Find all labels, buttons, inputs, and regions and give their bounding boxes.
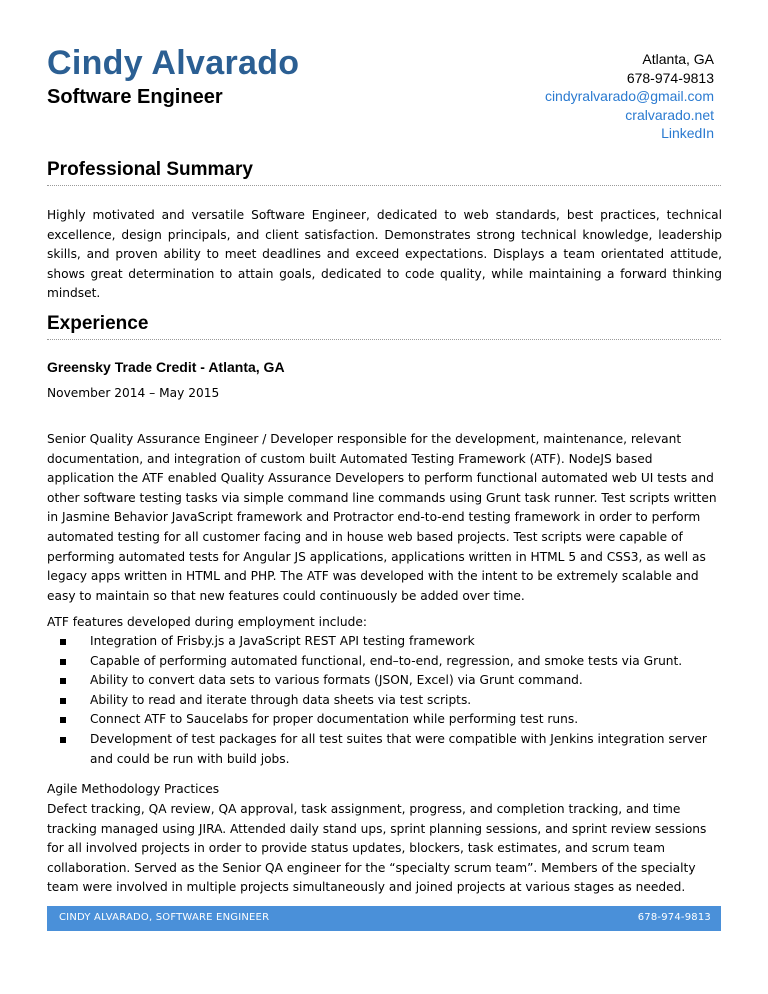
agile-text: Defect tracking, QA review, QA approval, task assignment, progress, and completion tracking, and time tracking managed using JIRA. Attended daily stand ups, sprint planning sessions, and sprint review sessions for all involved projects in order to provide status updates, blockers, task estimates, and scrum team collaboration. Served as the Senior QA engineer for the “specialty scrum team”. Members of the specialty team were involved in multiple projects simultaneously and joined projects at various stages as needed. bbox=[47, 802, 707, 895]
section-divider bbox=[47, 339, 721, 340]
candidate-title: Software Engineer bbox=[47, 86, 223, 108]
job-company: Greensky Trade Credit - Atlanta, GA bbox=[47, 359, 285, 375]
email-link[interactable]: cindyralvarado@gmail.com bbox=[544, 88, 714, 104]
contact-block bbox=[545, 50, 714, 143]
job-dates: November 2014 – May 2015 bbox=[47, 386, 220, 400]
section-divider bbox=[47, 185, 721, 186]
summary-heading: Professional Summary bbox=[47, 159, 253, 180]
list-item: Capable of performing automated functional, end–to-end, regression, and smoke tests via Grunt. bbox=[60, 652, 720, 672]
features-intro: ATF features developed during employment include: bbox=[47, 615, 367, 629]
list-item: Ability to read and iterate through data sheets via test scripts. bbox=[60, 691, 720, 711]
candidate-name: Cindy Alvarado bbox=[47, 44, 300, 82]
list-item: Ability to convert data sets to various formats (JSON, Excel) via Grunt command. bbox=[60, 671, 720, 691]
agile-heading: Agile Methodology Practices bbox=[47, 782, 220, 796]
features-list bbox=[60, 632, 720, 769]
job-description: Senior Quality Assurance Engineer / Developer responsible for the development, maintenance, relevant documentation, and integration of custom built Automated Testing Framework (ATF). NodeJS based application the ATF enabled Quality Assurance Developers to perform functional automated web UI tests and other software testing tasks via simple command line commands using Grunt task runner. Test scripts written in Jasmine Behavior JavaScript framework and Protractor end-to-end testing framework in order to perform automated testing for all customer facing and in house web based projects. Test scripts were capable of performing automated tests for Angular JS applications, applications written in HTML 5 and CSS3, as well as legacy apps written in HTML and PHP. The ATF was developed with the intent to be extremely scalable and easy to maintain so that new features could continuously be added over time. bbox=[47, 432, 717, 603]
list-item: Connect ATF to Saucelabs for proper documentation while performing test runs. bbox=[60, 710, 720, 730]
summary-text: Highly motivated and versatile Software Engineer, dedicated to web standards, best practices, technical excellence, design principals, and client satisfaction. Demonstrates strong technical knowledge, leadership skills, and proven ability to meet deadlines and exceed expectations. Displays a team orientated attitude, shows great determination to attain goals, dedicated to code quality, while maintaining a forward thinking mindset. bbox=[47, 208, 722, 301]
experience-heading: Experience bbox=[47, 313, 149, 334]
location: Atlanta, GA bbox=[642, 51, 714, 67]
linkedin-link[interactable]: LinkedIn bbox=[661, 125, 714, 141]
phone: 678-974-9813 bbox=[626, 69, 714, 86]
page-footer bbox=[47, 906, 721, 931]
list-item: Integration of Frisby.js a JavaScript REST API testing framework bbox=[60, 632, 720, 652]
website-link[interactable]: cralvarado.net bbox=[625, 106, 714, 123]
footer-name: CINDY ALVARADO, SOFTWARE ENGINEER bbox=[59, 912, 270, 923]
list-item: Development of test packages for all test suites that were compatible with Jenkins integration server and could be run with build jobs. bbox=[60, 730, 720, 769]
footer-phone: 678-974-9813 bbox=[637, 912, 711, 923]
